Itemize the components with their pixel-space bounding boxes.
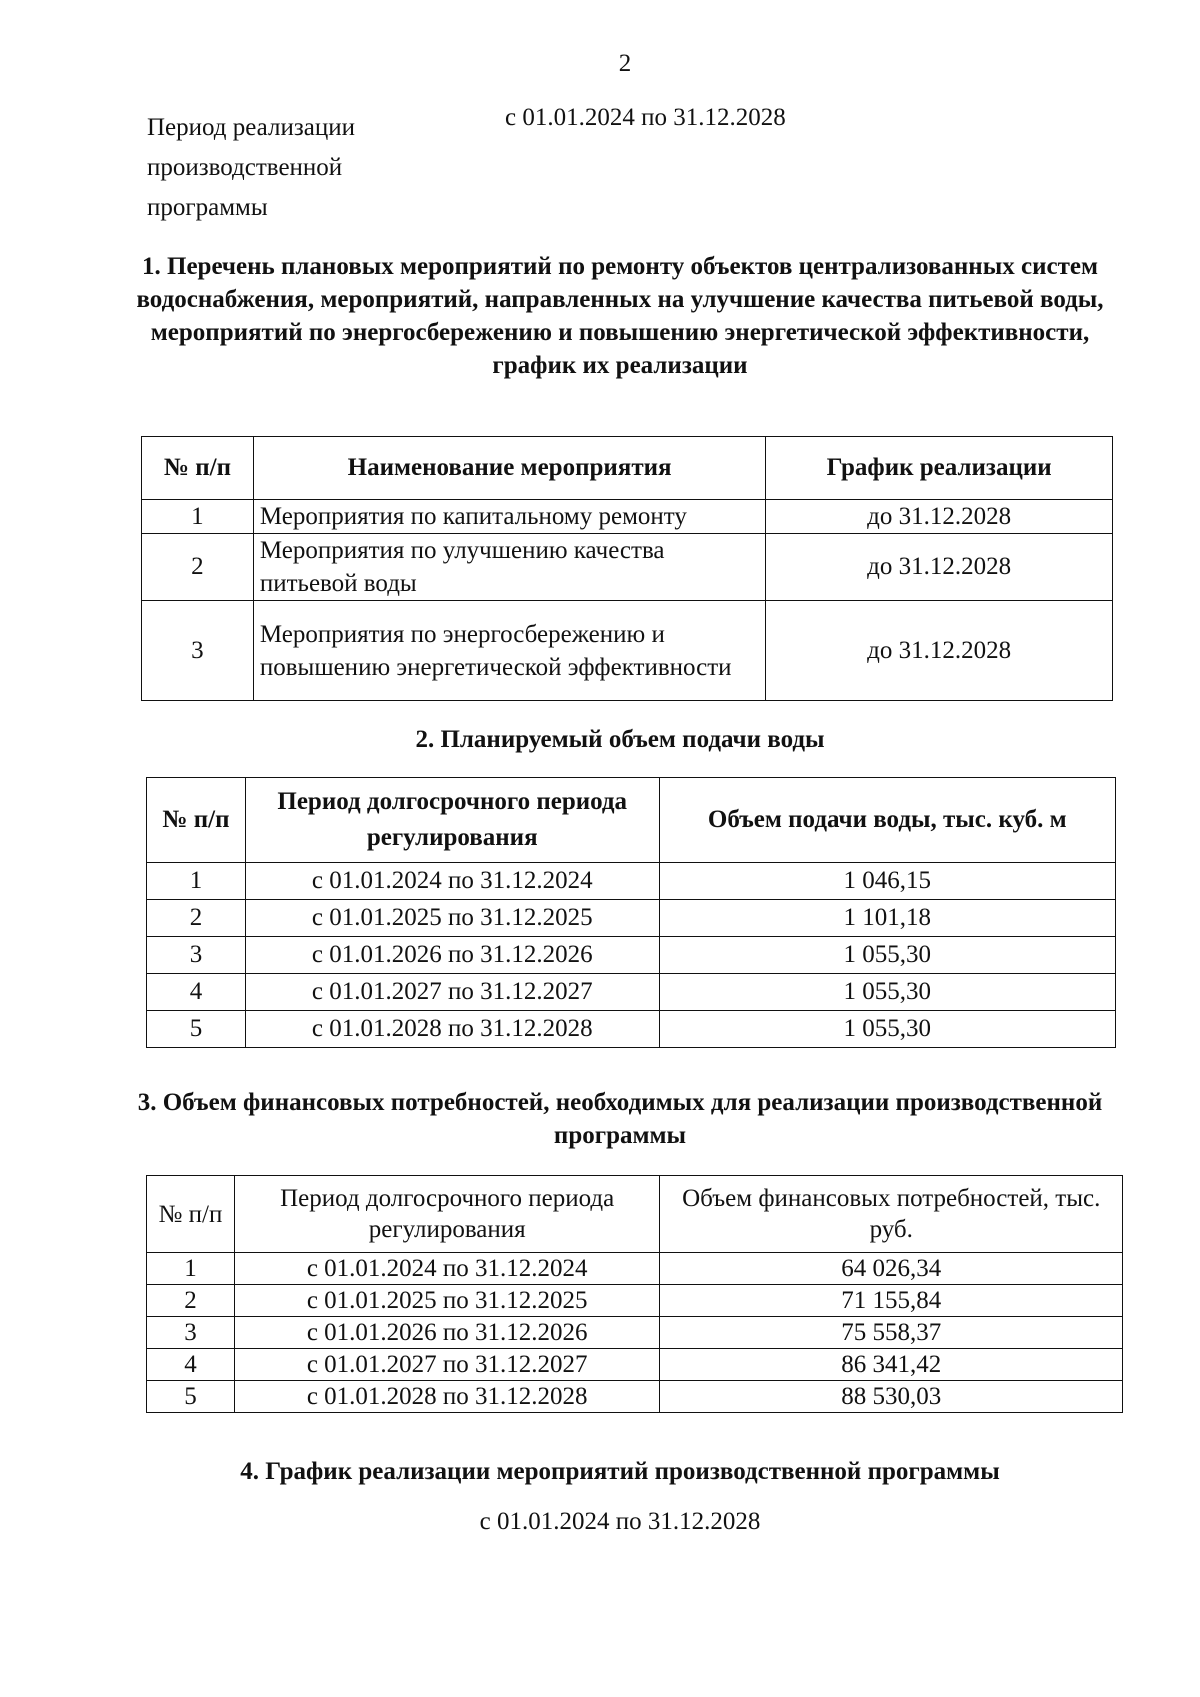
period-cell: с 01.01.2024 по 31.12.2024: [234, 1253, 660, 1285]
finance-cell: 86 341,42: [660, 1349, 1123, 1381]
period-cell: с 01.01.2026 по 31.12.2026: [245, 937, 659, 974]
activity-name: Мероприятия по энергосбережению и повышению энергетической эффективности: [253, 601, 765, 701]
row-number: 2: [142, 534, 254, 601]
col-name-header: Наименование мероприятия: [253, 437, 765, 500]
table-row: [147, 900, 1116, 937]
col-period-header: Период долгосрочного периода регулирования: [234, 1176, 660, 1253]
row-number: 5: [147, 1381, 235, 1413]
period-cell: с 01.01.2025 по 31.12.2025: [234, 1285, 660, 1317]
period-label: Период реализации производственной программы: [147, 114, 355, 221]
col-number-header: № п/п: [142, 437, 254, 500]
volume-cell: 1 101,18: [659, 900, 1115, 937]
row-number: 1: [142, 500, 254, 534]
row-number: 4: [147, 974, 246, 1011]
water-volume-table: [146, 777, 1116, 1048]
table-row: [142, 534, 1113, 601]
page-number: 2: [618, 50, 632, 77]
row-number: 5: [147, 1011, 246, 1048]
table-row: [147, 1381, 1123, 1413]
period-cell: с 01.01.2026 по 31.12.2026: [234, 1317, 660, 1349]
table-header-row: [142, 437, 1113, 500]
col-volume-header: Объем подачи воды, тыс. куб. м: [659, 778, 1115, 863]
volume-cell: 1 046,15: [659, 863, 1115, 900]
period-value: с 01.01.2024 по 31.12.2028: [505, 104, 786, 131]
finance-cell: 71 155,84: [660, 1285, 1123, 1317]
table-row: [147, 1285, 1123, 1317]
section-1-title: 1. Перечень плановых мероприятий по ремонту объектов централизованных систем водоснабжения, мероприятий, направленных на улучшение качества питьевой воды, мероприятий по энергосбережению и повышению энергетической эффективности, график их реализации: [136, 253, 1104, 379]
table-row: [142, 601, 1113, 701]
volume-cell: 1 055,30: [659, 937, 1115, 974]
table-header-row: [147, 778, 1116, 863]
table-row: [147, 1349, 1123, 1381]
finance-cell: 64 026,34: [660, 1253, 1123, 1285]
section-2-title: 2. Планируемый объем подачи воды: [415, 726, 825, 753]
activity-name: Мероприятия по улучшению качества питьевой воды: [253, 534, 765, 601]
section-4-period: с 01.01.2024 по 31.12.2028: [479, 1508, 761, 1535]
activities-table: [141, 436, 1113, 701]
period-cell: с 01.01.2028 по 31.12.2028: [245, 1011, 659, 1048]
period-cell: с 01.01.2024 по 31.12.2024: [245, 863, 659, 900]
finance-cell: 75 558,37: [660, 1317, 1123, 1349]
col-period-header: Период долгосрочного периода регулирования: [245, 778, 659, 863]
table-row: [147, 863, 1116, 900]
table-row: [147, 937, 1116, 974]
activity-schedule: до 31.12.2028: [766, 534, 1113, 601]
finance-cell: 88 530,03: [660, 1381, 1123, 1413]
period-cell: с 01.01.2027 по 31.12.2027: [245, 974, 659, 1011]
col-schedule-header: График реализации: [766, 437, 1113, 500]
row-number: 3: [142, 601, 254, 701]
table-row: [147, 1317, 1123, 1349]
table-header-row: [147, 1176, 1123, 1253]
activity-schedule: до 31.12.2028: [766, 500, 1113, 534]
volume-cell: 1 055,30: [659, 1011, 1115, 1048]
financial-needs-table: [146, 1175, 1123, 1413]
row-number: 1: [147, 863, 246, 900]
row-number: 2: [147, 1285, 235, 1317]
activity-schedule: до 31.12.2028: [766, 601, 1113, 701]
section-3-title: 3. Объем финансовых потребностей, необходимых для реализации производственной программы: [137, 1089, 1103, 1149]
table-row: [147, 1253, 1123, 1285]
row-number: 3: [147, 1317, 235, 1349]
row-number: 4: [147, 1349, 235, 1381]
row-number: 2: [147, 900, 246, 937]
row-number: 3: [147, 937, 246, 974]
row-number: 1: [147, 1253, 235, 1285]
period-cell: с 01.01.2027 по 31.12.2027: [234, 1349, 660, 1381]
volume-cell: 1 055,30: [659, 974, 1115, 1011]
table-row: [142, 500, 1113, 534]
col-number-header: № п/п: [147, 778, 246, 863]
period-cell: с 01.01.2025 по 31.12.2025: [245, 900, 659, 937]
col-finance-header: Объем финансовых потребностей, тыс. руб.: [660, 1176, 1123, 1253]
table-row: [147, 974, 1116, 1011]
col-number-header: № п/п: [147, 1176, 235, 1253]
section-4-title: 4. График реализации мероприятий производственной программы: [240, 1458, 1000, 1485]
table-row: [147, 1011, 1116, 1048]
activity-name: Мероприятия по капитальному ремонту: [253, 500, 765, 534]
period-cell: с 01.01.2028 по 31.12.2028: [234, 1381, 660, 1413]
